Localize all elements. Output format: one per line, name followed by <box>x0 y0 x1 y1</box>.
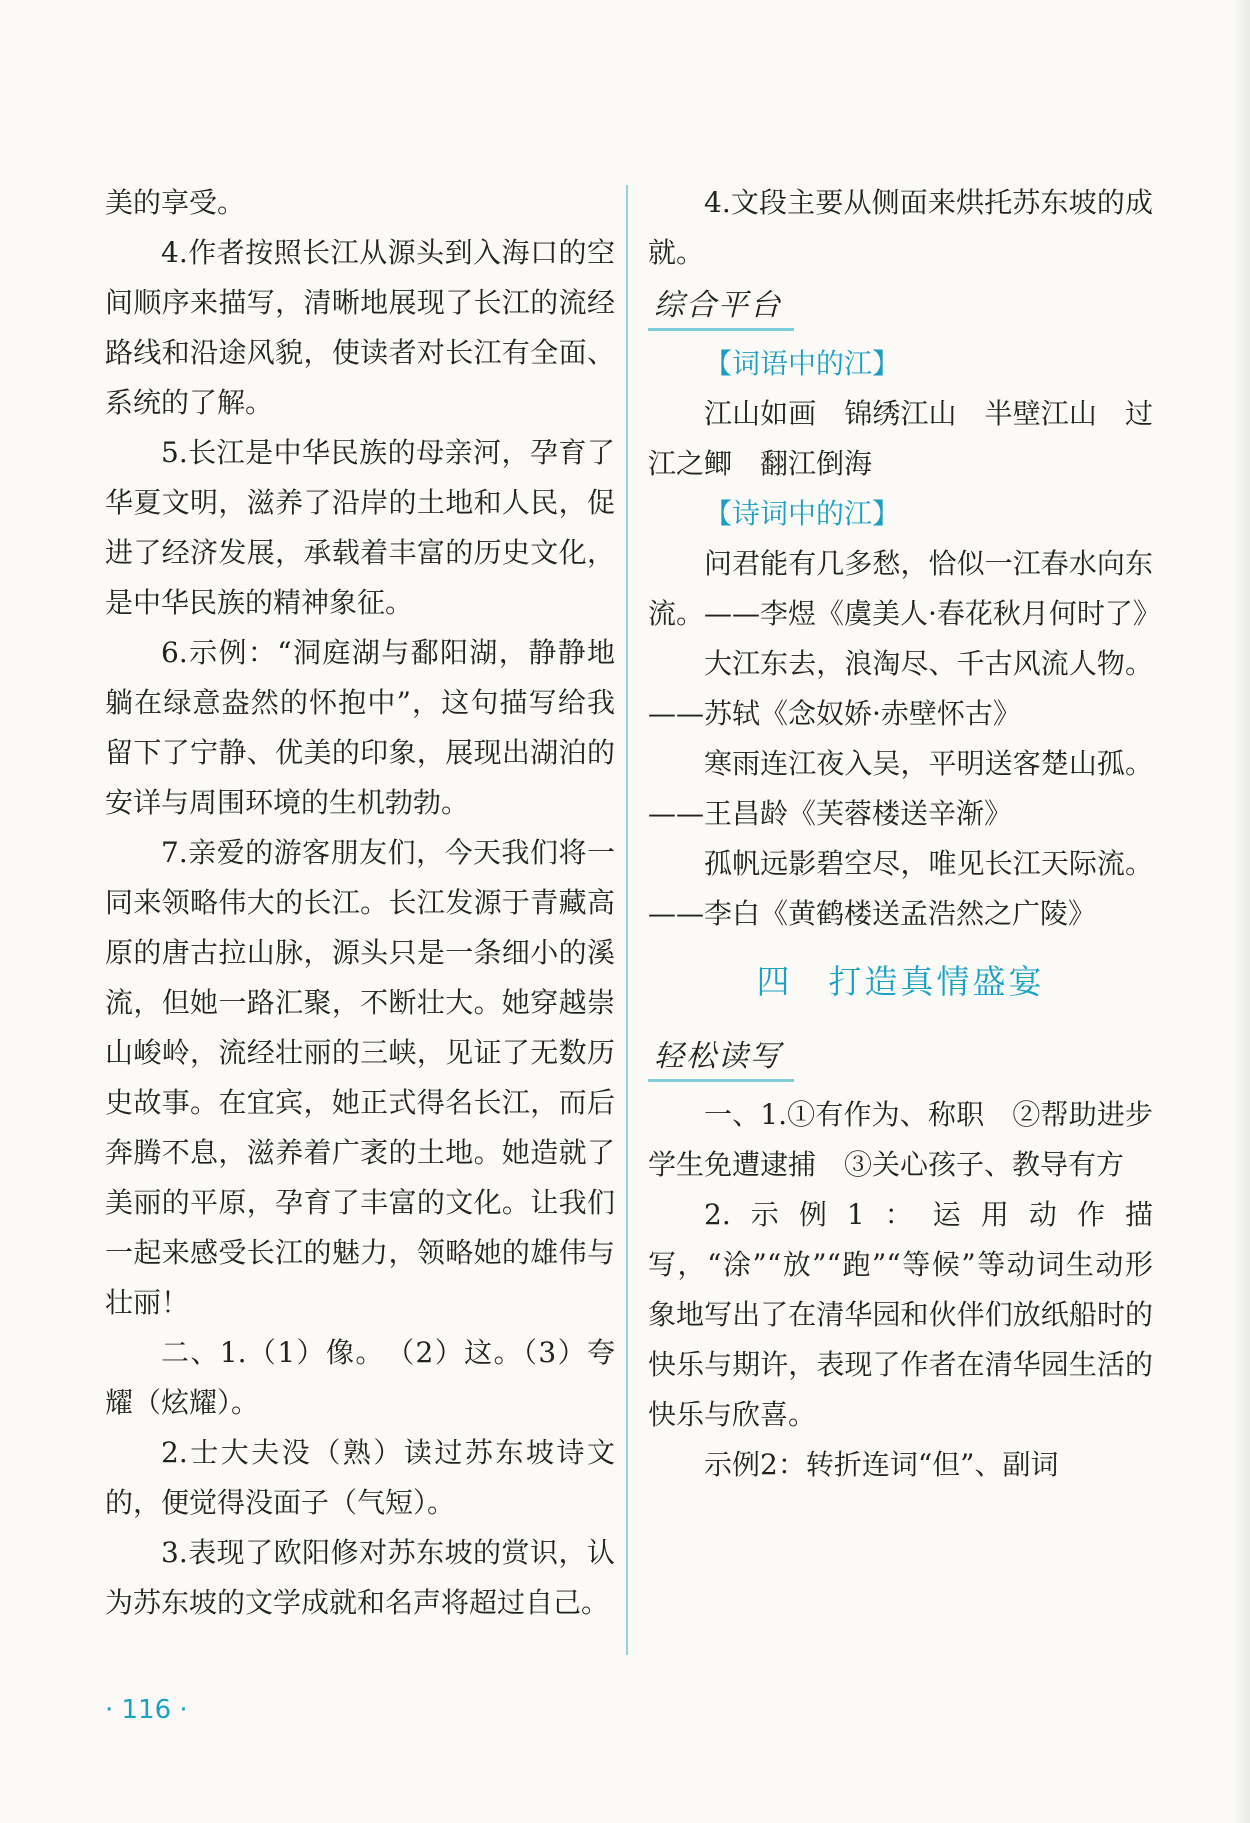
answer-2-3: 3.表现了欧阳修对苏东坡的赏识，认为苏东坡的文学成就和名声将超过自己。 <box>105 1536 615 1619</box>
answer-7: 7.亲爱的游客朋友们，今天我们将一同来领略伟大的长江。长江发源于青藏高原的唐古拉山脉，源头只是一条细小的溪流，但她一路汇聚，不断壮大。她穿越崇山峻岭，流经壮丽的三峡，见证了无数历史故事。在宜宾，她正式得名长江，而后奔腾不息，滋养着广袤的土地。她造就了美丽的平原，孕育了丰富的文化。让我们一起来感受长江的魅力，领略她的雄伟与壮丽！ <box>105 836 615 1319</box>
subsection-idioms: 【词语中的江】 <box>704 347 901 380</box>
answer-1-2: 2.示例1：运用动作描写，“涂”“放”“跑”“等候”等动词生动形象地写出了在清华园和伙伴们放纸船时的快乐与期许，表现了作者在清华园生活的快乐与欣喜。 <box>648 1198 1153 1431</box>
answer-4: 4.作者按照长江从源头到入海口的空间顺序来描写，清晰地展现了长江的流经路线和沿途风貌，使读者对长江有全面、系统的了解。 <box>105 236 615 419</box>
chapter-title: 四 打造真情盛宴 <box>756 962 1045 1001</box>
column-divider <box>626 185 628 1655</box>
idiom-list: 江山如画 锦绣江山 半壁江山 过江之鲫 翻江倒海 <box>648 397 1153 480</box>
answer-6: 6.示例：“洞庭湖与鄱阳湖，静静地躺在绿意盎然的怀抱中”，这句描写给我留下了宁静、优美的印象，展现出湖泊的安详与周围环境的生机勃勃。 <box>105 636 615 819</box>
subsection-poems: 【诗词中的江】 <box>704 497 901 530</box>
answer-1-1: 一、1.①有作为、称职 ②帮助进步学生免遭逮捕 ③关心孩子、教导有方 <box>648 1098 1153 1181</box>
left-column <box>105 178 615 1628</box>
answer-2-2: 2.士大夫没（熟）读过苏东坡诗文的，便觉得没面子（气短）。 <box>105 1436 615 1519</box>
section-title-easy-reading: 轻松读写 <box>648 1035 794 1082</box>
answer-5: 5.长江是中华民族的母亲河，孕育了华夏文明，滋养了沿岸的土地和人民，促进了经济发展，承载着丰富的历史文化，是中华民族的精神象征。 <box>105 436 615 619</box>
answer-text: 美的享受。 <box>105 186 246 219</box>
page-number: · 116 · <box>105 1695 188 1725</box>
answer-1-2-example2: 示例2：转折连词“但”、副词 <box>704 1448 1059 1481</box>
answer-4-right: 4.文段主要从侧面来烘托苏东坡的成就。 <box>648 186 1153 269</box>
page-edge-shadow <box>1232 0 1250 1823</box>
poem-2: 大江东去，浪淘尽、千古风流人物。——苏轼《念奴娇·赤壁怀古》 <box>648 647 1153 730</box>
answer-2-1: 二、1.（1）像。 （2）这。（3）夸耀（炫耀）。 <box>105 1336 615 1419</box>
poem-3: 寒雨连江夜入吴，平明送客楚山孤。——王昌龄《芙蓉楼送辛渐》 <box>648 747 1153 830</box>
right-column <box>648 178 1161 1490</box>
section-title-comprehensive: 综合平台 <box>648 284 794 331</box>
poem-4: 孤帆远影碧空尽，唯见长江天际流。——李白《黄鹤楼送孟浩然之广陵》 <box>648 847 1153 930</box>
poem-1: 问君能有几多愁，恰似一江春水向东流。——李煜《虞美人·春花秋月何时了》 <box>648 547 1161 630</box>
